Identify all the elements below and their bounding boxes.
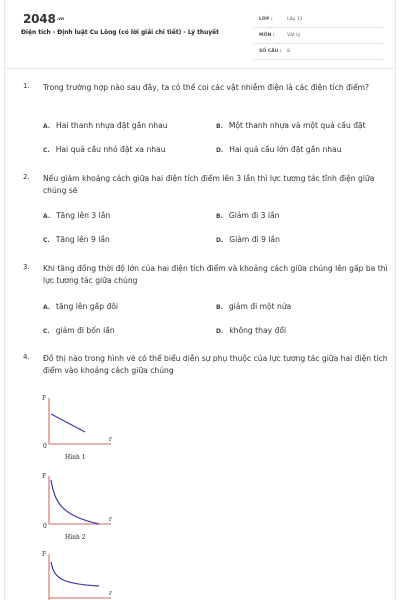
figure-3: [41, 548, 121, 600]
option-text: Hai quả cầu lớn đặt gần nhau: [229, 145, 342, 154]
option-text: Một thanh nhựa và một quả cầu đặt: [228, 121, 366, 130]
option-text: Tăng lên 3 lần: [56, 211, 111, 220]
question-text: Đồ thị nào trong hình vẽ có thể biểu diễn sự phụ thuộc của lực tương tác giữa hai điện tích điểm vào khoảng cách giữa chúng: [43, 354, 388, 375]
logo-text: 2048: [23, 12, 56, 26]
meta-value: Lớp 11: [287, 17, 303, 22]
question-3: [23, 263, 388, 343]
meta-row-class: [253, 14, 383, 28]
option-letter: C.: [43, 237, 50, 244]
y-axis-label: F: [42, 395, 47, 402]
option-a[interactable]: [43, 211, 110, 220]
option-text: giảm đi bốn lần: [55, 326, 115, 335]
figure-caption: Hình 2: [65, 534, 86, 541]
meta-label: MÔN :: [259, 33, 275, 38]
meta-row-question-count: [253, 46, 383, 60]
question-number: 1.: [23, 82, 30, 90]
meta-row-subject: [253, 30, 383, 44]
question-number: 3.: [23, 263, 30, 271]
question-2: [23, 173, 385, 253]
option-c[interactable]: [43, 326, 115, 335]
option-letter: A.: [43, 213, 51, 220]
option-c[interactable]: [43, 235, 110, 244]
option-text: giảm đi một nửa: [228, 302, 292, 311]
option-b[interactable]: [216, 121, 366, 130]
question-number: 4.: [23, 353, 30, 361]
option-letter: C.: [43, 147, 50, 154]
question-1: [23, 82, 385, 162]
option-text: Hai thanh nhựa đặt gần nhau: [56, 121, 168, 130]
meta-label: SỐ CÂU :: [259, 49, 282, 54]
force-curve: [51, 562, 99, 586]
option-letter: B.: [216, 123, 223, 130]
option-c[interactable]: [43, 145, 166, 154]
x-axis-label: r: [109, 516, 112, 523]
question-text: Khi tăng đồng thời độ lớn của hai điện tích điểm và khoảng cách giữa chúng lên gấp ba thì lực tương tác giữa chúng: [43, 264, 388, 285]
option-a[interactable]: [43, 121, 168, 130]
option-letter: B.: [216, 304, 223, 311]
force-curve: [51, 480, 99, 524]
force-curve: [51, 414, 85, 432]
figure-2-graph: [41, 470, 121, 542]
meta-label: LỚP :: [259, 17, 273, 22]
option-text: Giảm đi 3 lần: [228, 211, 280, 220]
option-b[interactable]: [216, 302, 291, 311]
option-text: tăng lên gấp đôi: [56, 302, 119, 311]
logo-domain: .vn: [56, 17, 64, 22]
figure-3-graph: [41, 548, 121, 600]
meta-value: Vật lý: [287, 33, 301, 38]
option-d[interactable]: [216, 145, 342, 154]
question-number: 2.: [23, 173, 30, 181]
option-text: Tăng lên 9 lần: [55, 235, 110, 244]
option-b[interactable]: [216, 211, 279, 220]
option-letter: D.: [216, 328, 224, 335]
worksheet-page: [4, 0, 396, 600]
origin-label: 0: [43, 443, 47, 450]
figure-caption: Hình 1: [65, 454, 86, 461]
site-logo[interactable]: [23, 12, 64, 26]
origin-label: 0: [43, 523, 47, 530]
question-4: [23, 353, 388, 383]
header-divider: [5, 68, 395, 69]
option-text: Giảm đi 9 lần: [229, 235, 280, 244]
document-title: Điện tích - Định luật Cu Lông (có lời giải chi tiết) - Lý thuyết: [21, 30, 219, 36]
question-text: Nếu giảm khoảng cách giữa hai điện tích điểm lên 3 lần thì lực tương tác tĩnh điện giữa chúng sẽ: [43, 174, 375, 195]
question-text: Trong trường hợp nào sau đây, ta có thể coi các vật nhiễm điện là các điện tích điểm?: [43, 83, 370, 92]
x-axis-label: r: [109, 436, 112, 443]
option-text: không thay đổi: [229, 326, 287, 335]
option-text: Hai quả cầu nhỏ đặt xa nhau: [55, 145, 166, 154]
figure-2: [41, 470, 121, 542]
option-letter: C.: [43, 328, 50, 335]
document-meta: [253, 14, 383, 62]
option-letter: B.: [216, 213, 223, 220]
figure-1: [41, 392, 121, 462]
figure-1-graph: [41, 392, 121, 462]
option-letter: D.: [216, 237, 224, 244]
y-axis-label: F: [42, 551, 47, 558]
y-axis-label: F: [42, 473, 47, 480]
x-axis-label: r: [109, 590, 112, 597]
option-d[interactable]: [216, 326, 286, 335]
option-letter: A.: [43, 123, 51, 130]
option-letter: A.: [43, 304, 51, 311]
option-a[interactable]: [43, 302, 118, 311]
option-letter: D.: [216, 147, 224, 154]
meta-value: 8: [287, 49, 290, 54]
option-d[interactable]: [216, 235, 280, 244]
